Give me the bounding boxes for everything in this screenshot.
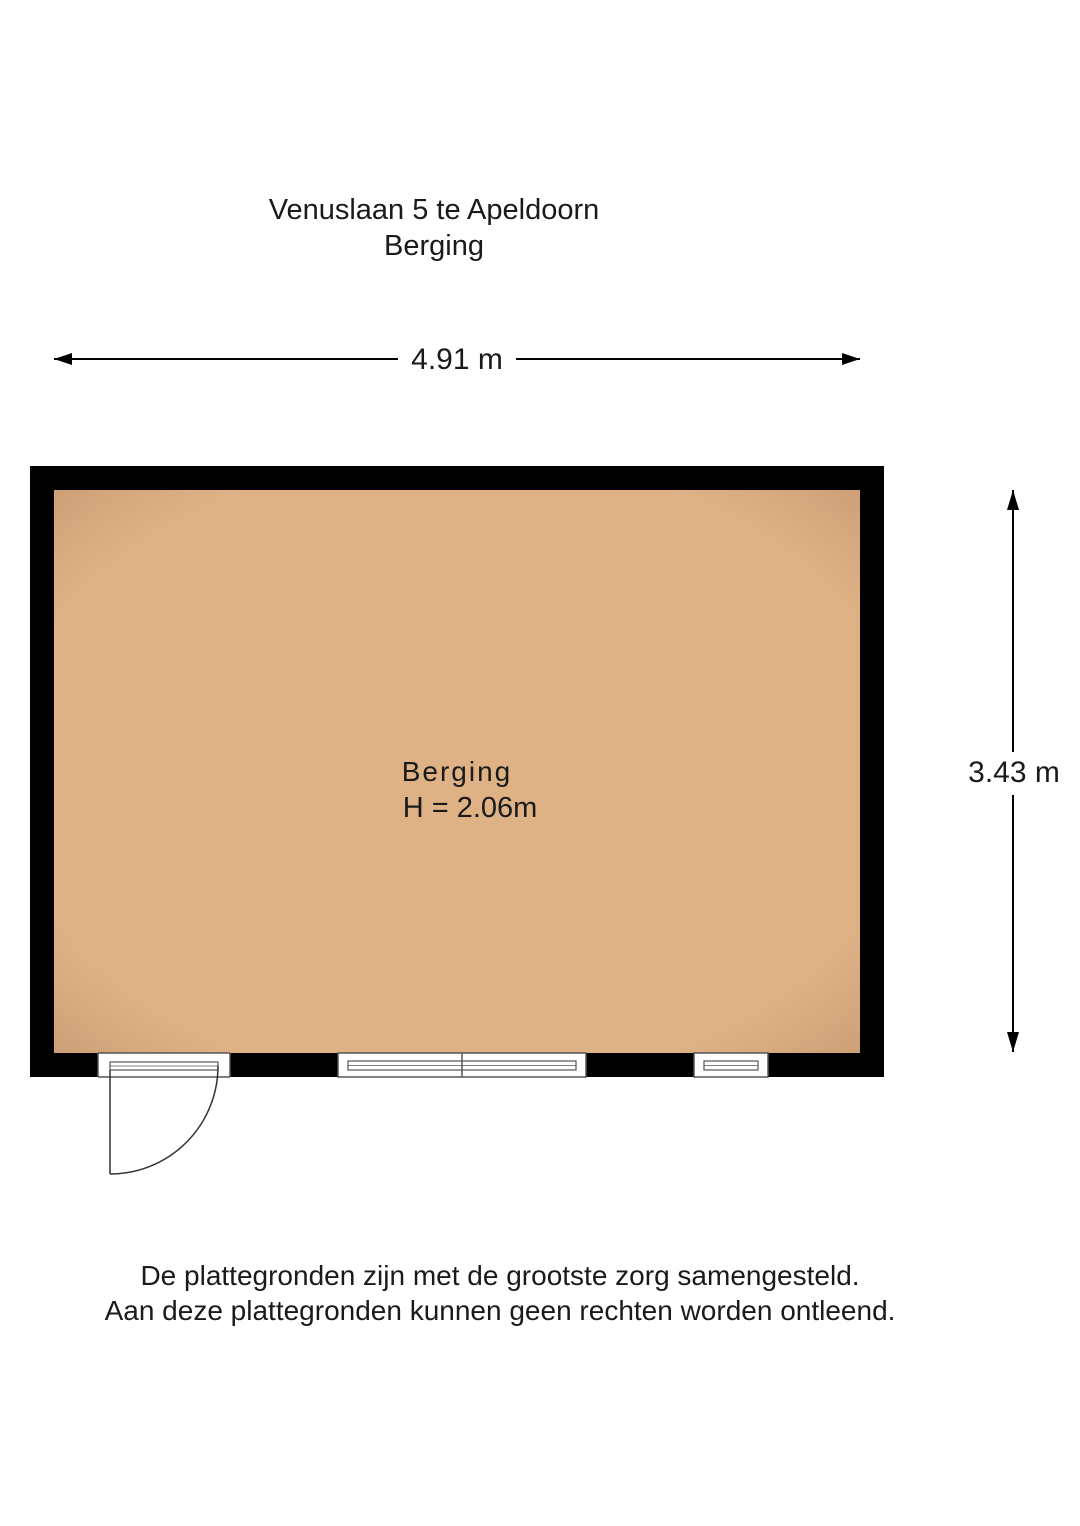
disclaimer	[0, 1258, 1000, 1328]
address-title: Venuslaan 5 te Apeldoorn	[268, 194, 600, 226]
floor-title: Berging	[384, 230, 484, 262]
arrow-up-icon	[1007, 490, 1019, 510]
door-swing-arc	[110, 1066, 218, 1174]
disclaimer-line-2: Aan deze plattegronden kunnen geen rechten worden ontleend.	[104, 1295, 896, 1326]
depth-dimension-label: 3.43 m	[960, 755, 1068, 791]
arrow-down-icon	[1007, 1032, 1019, 1052]
width-dimension-label: 4.91 m	[400, 342, 514, 378]
arrow-right-icon	[842, 353, 860, 365]
window-large	[338, 1053, 586, 1077]
door	[98, 1053, 230, 1174]
room-name: Berging	[401, 756, 513, 787]
disclaimer-line-1: De plattegronden zijn met de grootste zorg samengesteld.	[140, 1260, 860, 1291]
window-small	[694, 1053, 768, 1077]
plan-title	[234, 192, 634, 264]
room-height: H = 2.06m	[402, 792, 538, 824]
arrow-left-icon	[54, 353, 72, 365]
room-label	[360, 754, 580, 826]
